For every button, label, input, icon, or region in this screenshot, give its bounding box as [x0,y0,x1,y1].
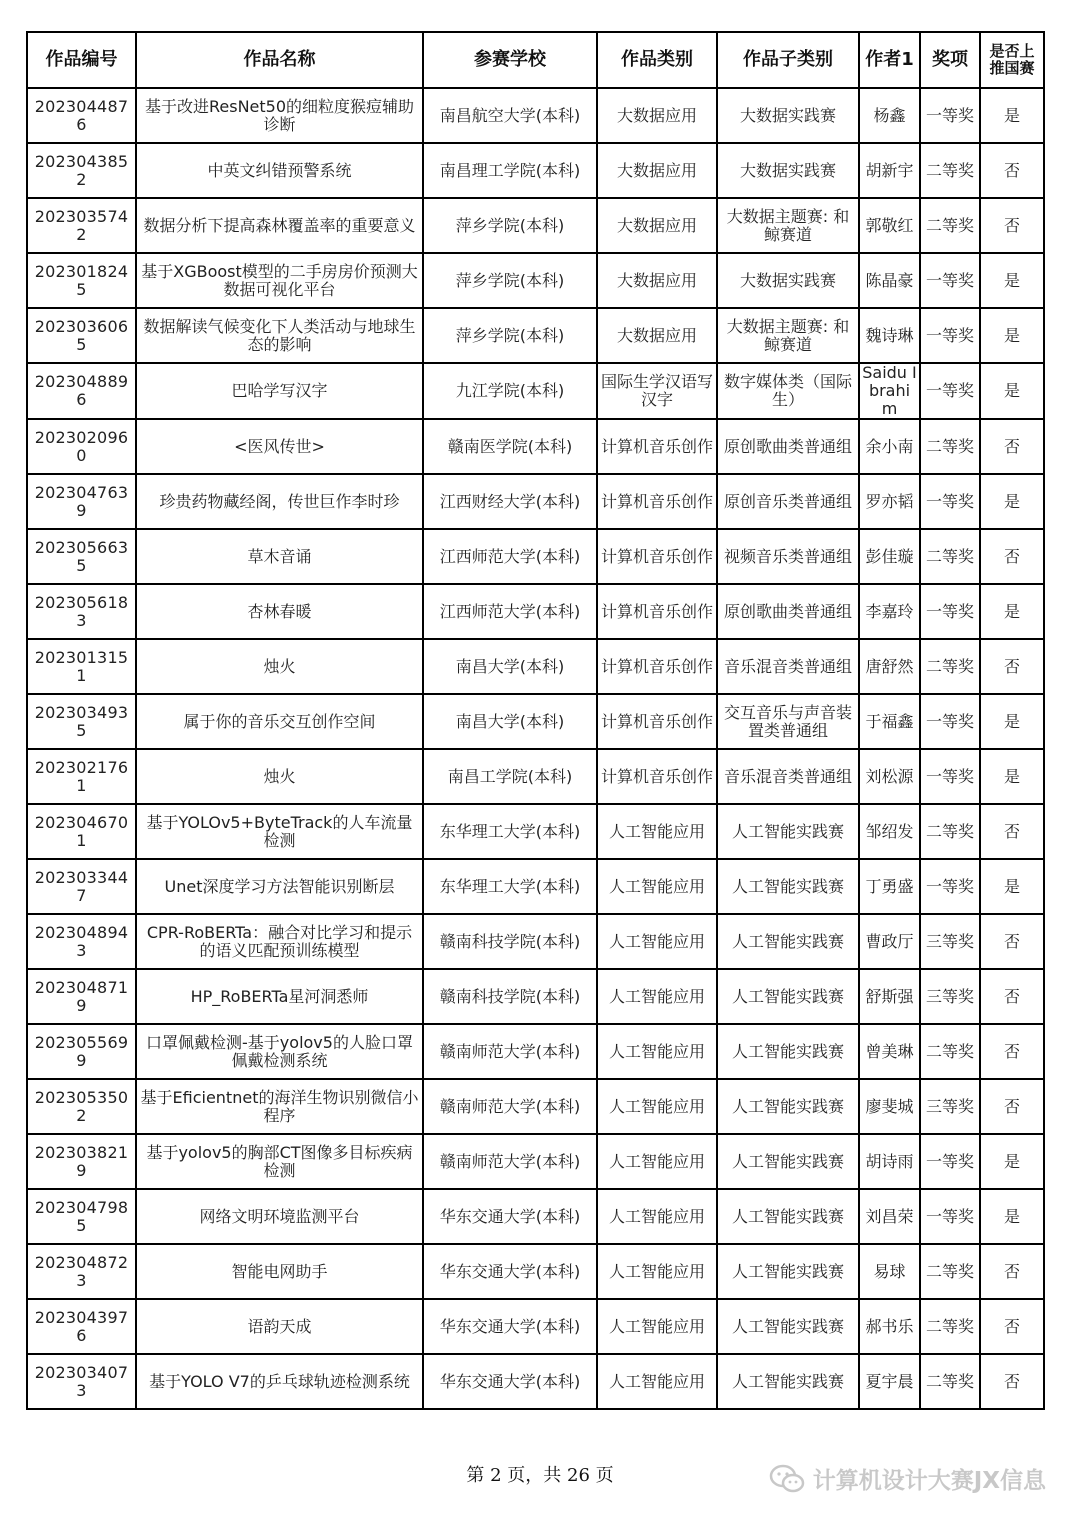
cell-work-id: 2023056635 [27,529,136,584]
cell-category: 计算机音乐创作 [597,419,717,474]
cell-national-promotion: 否 [980,1024,1044,1079]
header-subcategory: 作品子类别 [717,32,859,88]
cell-work-id: 2023055699 [27,1024,136,1079]
cell-subcategory: 人工智能实践赛 [717,969,859,1024]
cell-work-id: 2023035742 [27,198,136,253]
table-row [27,859,1044,914]
cell-national-promotion: 否 [980,419,1044,474]
cell-category: 大数据应用 [597,198,717,253]
cell-national-promotion: 否 [980,1079,1044,1134]
cell-award: 三等奖 [920,969,980,1024]
cell-award: 二等奖 [920,419,980,474]
cell-category: 计算机音乐创作 [597,639,717,694]
cell-national-promotion: 是 [980,308,1044,363]
table-row [27,1244,1044,1299]
table-row [27,419,1044,474]
cell-author: 杨鑫 [859,88,920,143]
cell-work-name: 珍贵药物藏经阁，传世巨作李时珍 [136,474,423,529]
wechat-icon [769,1464,805,1494]
cell-category: 计算机音乐创作 [597,749,717,804]
table-row [27,1079,1044,1134]
cell-national-promotion: 否 [980,198,1044,253]
cell-school: 华东交通大学(本科) [423,1189,597,1244]
cell-subcategory: 原创音乐类普通组 [717,474,859,529]
cell-school: 南昌大学(本科) [423,639,597,694]
cell-work-name: 草木音诵 [136,529,423,584]
cell-school: 江西财经大学(本科) [423,474,597,529]
cell-work-id: 2023043976 [27,1299,136,1354]
cell-national-promotion: 是 [980,1134,1044,1189]
table-row [27,914,1044,969]
cell-author: 罗亦韬 [859,474,920,529]
cell-award: 一等奖 [920,474,980,529]
cell-award: 一等奖 [920,363,980,419]
cell-work-id: 2023048719 [27,969,136,1024]
cell-school: 萍乡学院(本科) [423,308,597,363]
cell-work-id: 2023047639 [27,474,136,529]
cell-work-name: 基于YOLOv5+ByteTrack的人车流量检测 [136,804,423,859]
cell-category: 大数据应用 [597,143,717,198]
cell-work-id: 2023038219 [27,1134,136,1189]
cell-school: 赣南科技学院(本科) [423,914,597,969]
cell-award: 一等奖 [920,1134,980,1189]
cell-work-id: 2023053502 [27,1079,136,1134]
cell-national-promotion: 否 [980,143,1044,198]
cell-author: 彭佳璇 [859,529,920,584]
cell-subcategory: 人工智能实践赛 [717,859,859,914]
cell-author: 舒斯强 [859,969,920,1024]
table-row [27,694,1044,749]
cell-category: 人工智能应用 [597,1244,717,1299]
cell-school: 九江学院(本科) [423,363,597,419]
cell-subcategory: 人工智能实践赛 [717,1189,859,1244]
table-row [27,198,1044,253]
cell-national-promotion: 是 [980,749,1044,804]
cell-author: 邹绍发 [859,804,920,859]
cell-award: 二等奖 [920,143,980,198]
cell-award: 一等奖 [920,859,980,914]
cell-award: 一等奖 [920,584,980,639]
cell-work-name: 口罩佩戴检测-基于yolov5的人脸口罩佩戴检测系统 [136,1024,423,1079]
cell-national-promotion: 否 [980,639,1044,694]
cell-national-promotion: 是 [980,694,1044,749]
cell-author: 魏诗琳 [859,308,920,363]
cell-subcategory: 大数据主题赛: 和鲸赛道 [717,308,859,363]
cell-national-promotion: 否 [980,1299,1044,1354]
cell-subcategory: 人工智能实践赛 [717,1079,859,1134]
watermark [769,1462,1046,1495]
cell-subcategory: 大数据实践赛 [717,143,859,198]
table-row [27,1299,1044,1354]
cell-award: 三等奖 [920,914,980,969]
cell-work-id: 2023044876 [27,88,136,143]
cell-work-name: <医风传世> [136,419,423,474]
cell-category: 计算机音乐创作 [597,474,717,529]
cell-author: 余小南 [859,419,920,474]
cell-subcategory: 人工智能实践赛 [717,914,859,969]
cell-national-promotion: 否 [980,969,1044,1024]
cell-work-id: 2023048896 [27,363,136,419]
cell-subcategory: 人工智能实践赛 [717,1299,859,1354]
cell-category: 大数据应用 [597,308,717,363]
cell-subcategory: 人工智能实践赛 [717,1244,859,1299]
cell-subcategory: 人工智能实践赛 [717,804,859,859]
cell-award: 一等奖 [920,749,980,804]
table-row [27,308,1044,363]
cell-subcategory: 原创歌曲类普通组 [717,584,859,639]
cell-work-id: 2023034935 [27,694,136,749]
table-row [27,1189,1044,1244]
cell-national-promotion: 是 [980,253,1044,308]
cell-work-name: 数据解读气候变化下人类活动与地球生态的影响 [136,308,423,363]
cell-work-id: 2023048943 [27,914,136,969]
header-author: 作者1 [859,32,920,88]
cell-category: 人工智能应用 [597,1079,717,1134]
watermark-text: 计算机设计大赛JX信息 [812,1468,1046,1494]
header-national-promotion: 是否上推国赛 [980,32,1044,88]
cell-work-id: 2023046701 [27,804,136,859]
cell-national-promotion: 是 [980,584,1044,639]
cell-award: 一等奖 [920,1189,980,1244]
cell-school: 赣南师范大学(本科) [423,1134,597,1189]
cell-category: 国际生学汉语写汉字 [597,363,717,419]
cell-work-name: Unet深度学习方法智能识别断层 [136,859,423,914]
cell-category: 计算机音乐创作 [597,529,717,584]
cell-national-promotion: 是 [980,474,1044,529]
cell-award: 一等奖 [920,88,980,143]
cell-author: 郭敬红 [859,198,920,253]
header-category: 作品类别 [597,32,717,88]
cell-school: 南昌航空大学(本科) [423,88,597,143]
cell-school: 东华理工大学(本科) [423,804,597,859]
header-award: 奖项 [920,32,980,88]
cell-school: 赣南科技学院(本科) [423,969,597,1024]
cell-work-name: 巴哈学写汉字 [136,363,423,419]
table-header-row [27,32,1044,88]
cell-category: 人工智能应用 [597,859,717,914]
cell-award: 二等奖 [920,1024,980,1079]
cell-category: 人工智能应用 [597,914,717,969]
cell-work-name: 基于Eficientnet的海洋生物识别微信小程序 [136,1079,423,1134]
cell-author: 夏宇晨 [859,1354,920,1409]
cell-subcategory: 人工智能实践赛 [717,1024,859,1079]
cell-work-id: 2023018245 [27,253,136,308]
cell-category: 人工智能应用 [597,1299,717,1354]
cell-award: 二等奖 [920,1354,980,1409]
table-row [27,1024,1044,1079]
cell-subcategory: 原创歌曲类普通组 [717,419,859,474]
cell-award: 二等奖 [920,529,980,584]
cell-category: 人工智能应用 [597,969,717,1024]
cell-national-promotion: 是 [980,88,1044,143]
cell-school: 南昌理工学院(本科) [423,143,597,198]
cell-subcategory: 音乐混音类普通组 [717,639,859,694]
cell-award: 三等奖 [920,1079,980,1134]
table-row [27,969,1044,1024]
header-work-name: 作品名称 [136,32,423,88]
cell-work-name: 基于XGBoost模型的二手房房价预测大数据可视化平台 [136,253,423,308]
table-row [27,363,1044,419]
table-body [27,88,1044,1409]
cell-work-id: 2023036065 [27,308,136,363]
cell-school: 南昌工学院(本科) [423,749,597,804]
cell-author: 易球 [859,1244,920,1299]
cell-work-id: 2023021761 [27,749,136,804]
cell-school: 赣南师范大学(本科) [423,1024,597,1079]
cell-category: 计算机音乐创作 [597,694,717,749]
cell-award: 二等奖 [920,1244,980,1299]
cell-subcategory: 人工智能实践赛 [717,1134,859,1189]
cell-award: 二等奖 [920,639,980,694]
cell-national-promotion: 否 [980,804,1044,859]
cell-author: 唐舒然 [859,639,920,694]
cell-category: 大数据应用 [597,88,717,143]
cell-national-promotion: 是 [980,859,1044,914]
table-row [27,143,1044,198]
cell-school: 华东交通大学(本科) [423,1354,597,1409]
cell-school: 南昌大学(本科) [423,694,597,749]
cell-work-name: 基于改进ResNet50的细粒度猴痘辅助诊断 [136,88,423,143]
cell-category: 大数据应用 [597,253,717,308]
cell-subcategory: 音乐混音类普通组 [717,749,859,804]
cell-work-name: 杏林春暖 [136,584,423,639]
cell-national-promotion: 是 [980,1189,1044,1244]
cell-subcategory: 大数据主题赛: 和鲸赛道 [717,198,859,253]
table-row [27,474,1044,529]
cell-award: 二等奖 [920,198,980,253]
cell-author: 廖斐城 [859,1079,920,1134]
cell-work-name: 烛火 [136,749,423,804]
cell-author: 于福鑫 [859,694,920,749]
cell-work-name: CPR-RoBERTa：融合对比学习和提示的语义匹配预训练模型 [136,914,423,969]
table-row [27,529,1044,584]
cell-work-id: 2023033447 [27,859,136,914]
cell-category: 人工智能应用 [597,804,717,859]
cell-award: 一等奖 [920,694,980,749]
cell-school: 东华理工大学(本科) [423,859,597,914]
cell-award: 二等奖 [920,1299,980,1354]
cell-work-id: 2023020960 [27,419,136,474]
cell-work-id: 2023056183 [27,584,136,639]
cell-work-name: 语韵天成 [136,1299,423,1354]
cell-author: 丁勇盛 [859,859,920,914]
cell-work-name: 基于YOLO V7的乒乓球轨迹检测系统 [136,1354,423,1409]
cell-author: 胡诗雨 [859,1134,920,1189]
table-row [27,1354,1044,1409]
cell-work-name: 基于yolov5的胸部CT图像多目标疾病检测 [136,1134,423,1189]
cell-award: 二等奖 [920,804,980,859]
cell-author: 刘昌荣 [859,1189,920,1244]
cell-award: 一等奖 [920,308,980,363]
cell-national-promotion: 否 [980,1244,1044,1299]
cell-author: 李嘉玲 [859,584,920,639]
page-number: 第 2 页，共 26 页 [466,1465,614,1486]
table-row [27,88,1044,143]
cell-school: 赣南师范大学(本科) [423,1079,597,1134]
table-row [27,749,1044,804]
cell-school: 江西师范大学(本科) [423,584,597,639]
cell-category: 人工智能应用 [597,1189,717,1244]
cell-work-name: 属于你的音乐交互创作空间 [136,694,423,749]
header-work-id: 作品编号 [27,32,136,88]
cell-work-name: 烛火 [136,639,423,694]
cell-work-id: 2023047985 [27,1189,136,1244]
cell-subcategory: 数字媒体类（国际生） [717,363,859,419]
cell-author: Saidu Ibrahim [859,363,920,419]
cell-author: 曾美琳 [859,1024,920,1079]
cell-subcategory: 大数据实践赛 [717,88,859,143]
cell-subcategory: 视频音乐类普通组 [717,529,859,584]
cell-work-id: 2023013151 [27,639,136,694]
results-table [26,31,1045,1410]
table-row [27,804,1044,859]
cell-author: 曹政厅 [859,914,920,969]
cell-subcategory: 大数据实践赛 [717,253,859,308]
cell-work-name: 中英文纠错预警系统 [136,143,423,198]
cell-school: 华东交通大学(本科) [423,1244,597,1299]
cell-work-name: 智能电网助手 [136,1244,423,1299]
cell-school: 萍乡学院(本科) [423,198,597,253]
cell-subcategory: 交互音乐与声音装置类普通组 [717,694,859,749]
cell-school: 萍乡学院(本科) [423,253,597,308]
table-row [27,584,1044,639]
cell-author: 陈晶豪 [859,253,920,308]
cell-subcategory: 人工智能实践赛 [717,1354,859,1409]
cell-work-name: 网络文明环境监测平台 [136,1189,423,1244]
cell-category: 人工智能应用 [597,1134,717,1189]
cell-category: 计算机音乐创作 [597,584,717,639]
cell-author: 刘松源 [859,749,920,804]
cell-category: 人工智能应用 [597,1354,717,1409]
cell-national-promotion: 否 [980,1354,1044,1409]
cell-school: 赣南医学院(本科) [423,419,597,474]
table-row [27,253,1044,308]
cell-school: 华东交通大学(本科) [423,1299,597,1354]
cell-national-promotion: 否 [980,529,1044,584]
cell-work-name: 数据分析下提高森林覆盖率的重要意义 [136,198,423,253]
cell-national-promotion: 否 [980,914,1044,969]
cell-author: 胡新宇 [859,143,920,198]
table-row [27,1134,1044,1189]
table-row [27,639,1044,694]
cell-category: 人工智能应用 [597,1024,717,1079]
cell-work-id: 2023048723 [27,1244,136,1299]
cell-work-name: HP_RoBERTa星河洞悉师 [136,969,423,1024]
cell-author: 郝书乐 [859,1299,920,1354]
header-school: 参赛学校 [423,32,597,88]
cell-school: 江西师范大学(本科) [423,529,597,584]
cell-work-id: 2023034073 [27,1354,136,1409]
cell-work-id: 2023043852 [27,143,136,198]
cell-national-promotion: 是 [980,363,1044,419]
cell-award: 一等奖 [920,253,980,308]
